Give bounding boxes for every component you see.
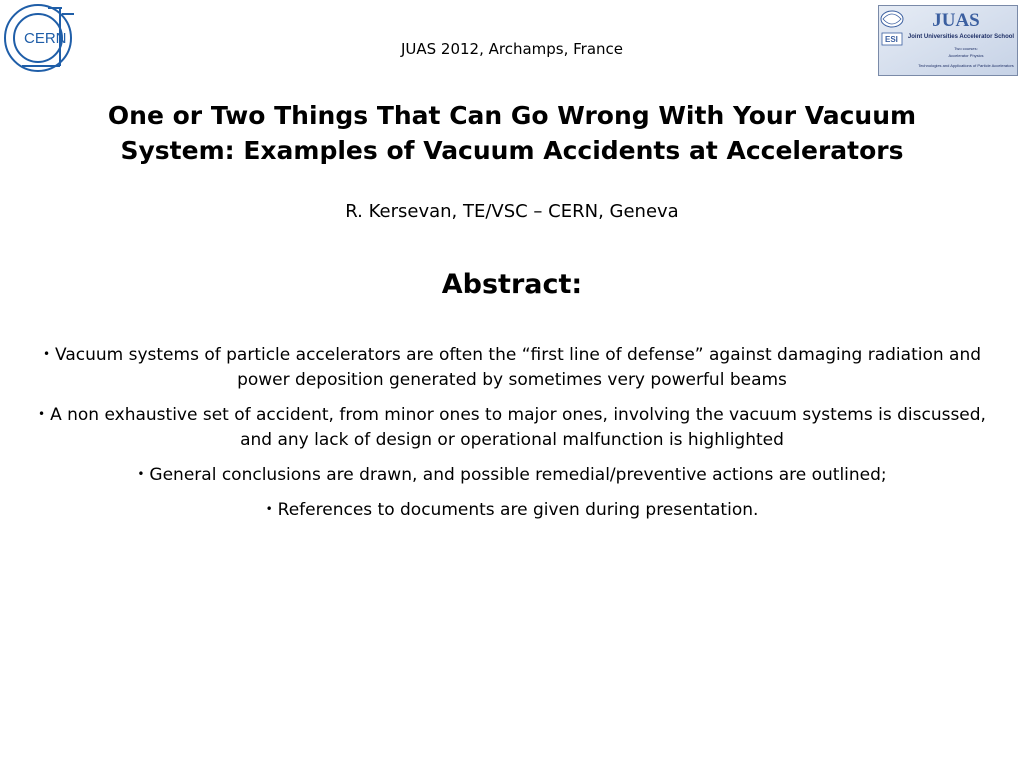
abstract-item-text: General conclusions are drawn, and possible remedial/preventive actions are outlined; [149,465,887,485]
author-line: R. Kersevan, TE/VSC – CERN, Geneva [345,201,679,222]
abstract-item [20,402,1004,453]
juas-logo-line3: Technologies and Applications of Particle Accelerators [918,63,1014,68]
juas-logo-title: JUAS [932,10,980,31]
bullet-icon: • [265,502,273,516]
cern-logo-text: CERN [24,30,67,47]
page-title [40,98,984,168]
page-title-line-1: One or Two Things That Can Go Wrong With Your Vacuum [107,101,917,130]
juas-logo-line1: Two courses: [954,46,978,51]
abstract-heading: Abstract: [441,269,583,300]
abstract-item-text: Vacuum systems of particle accelerators are often the “first line of defense” against damaging radiation and power deposition generated by sometimes very powerful beams [55,345,982,390]
abstract-item [20,342,1004,393]
bullet-icon: • [38,407,46,421]
abstract-item [20,462,1004,488]
esi-badge: ESI [885,35,898,44]
bullet-icon: • [42,347,51,361]
juas-logo-subtitle: Joint Universities Accelerator School [907,34,1015,40]
bullet-icon: • [137,467,145,481]
abstract-item-text: A non exhaustive set of accident, from minor ones to major ones, involving the vacuum systems is discussed, and any lack of design or operational malfunction is highlighted [50,405,986,450]
juas-logo-line2: Accelerator Physics [948,53,984,58]
page-title-line-2: System: Examples of Vacuum Accidents at Accelerators [120,136,904,165]
abstract-list [20,342,1004,532]
abstract-item-text: References to documents are given during presentation. [277,500,759,520]
abstract-item [20,497,1004,523]
event-line: JUAS 2012, Archamps, France [400,40,624,58]
